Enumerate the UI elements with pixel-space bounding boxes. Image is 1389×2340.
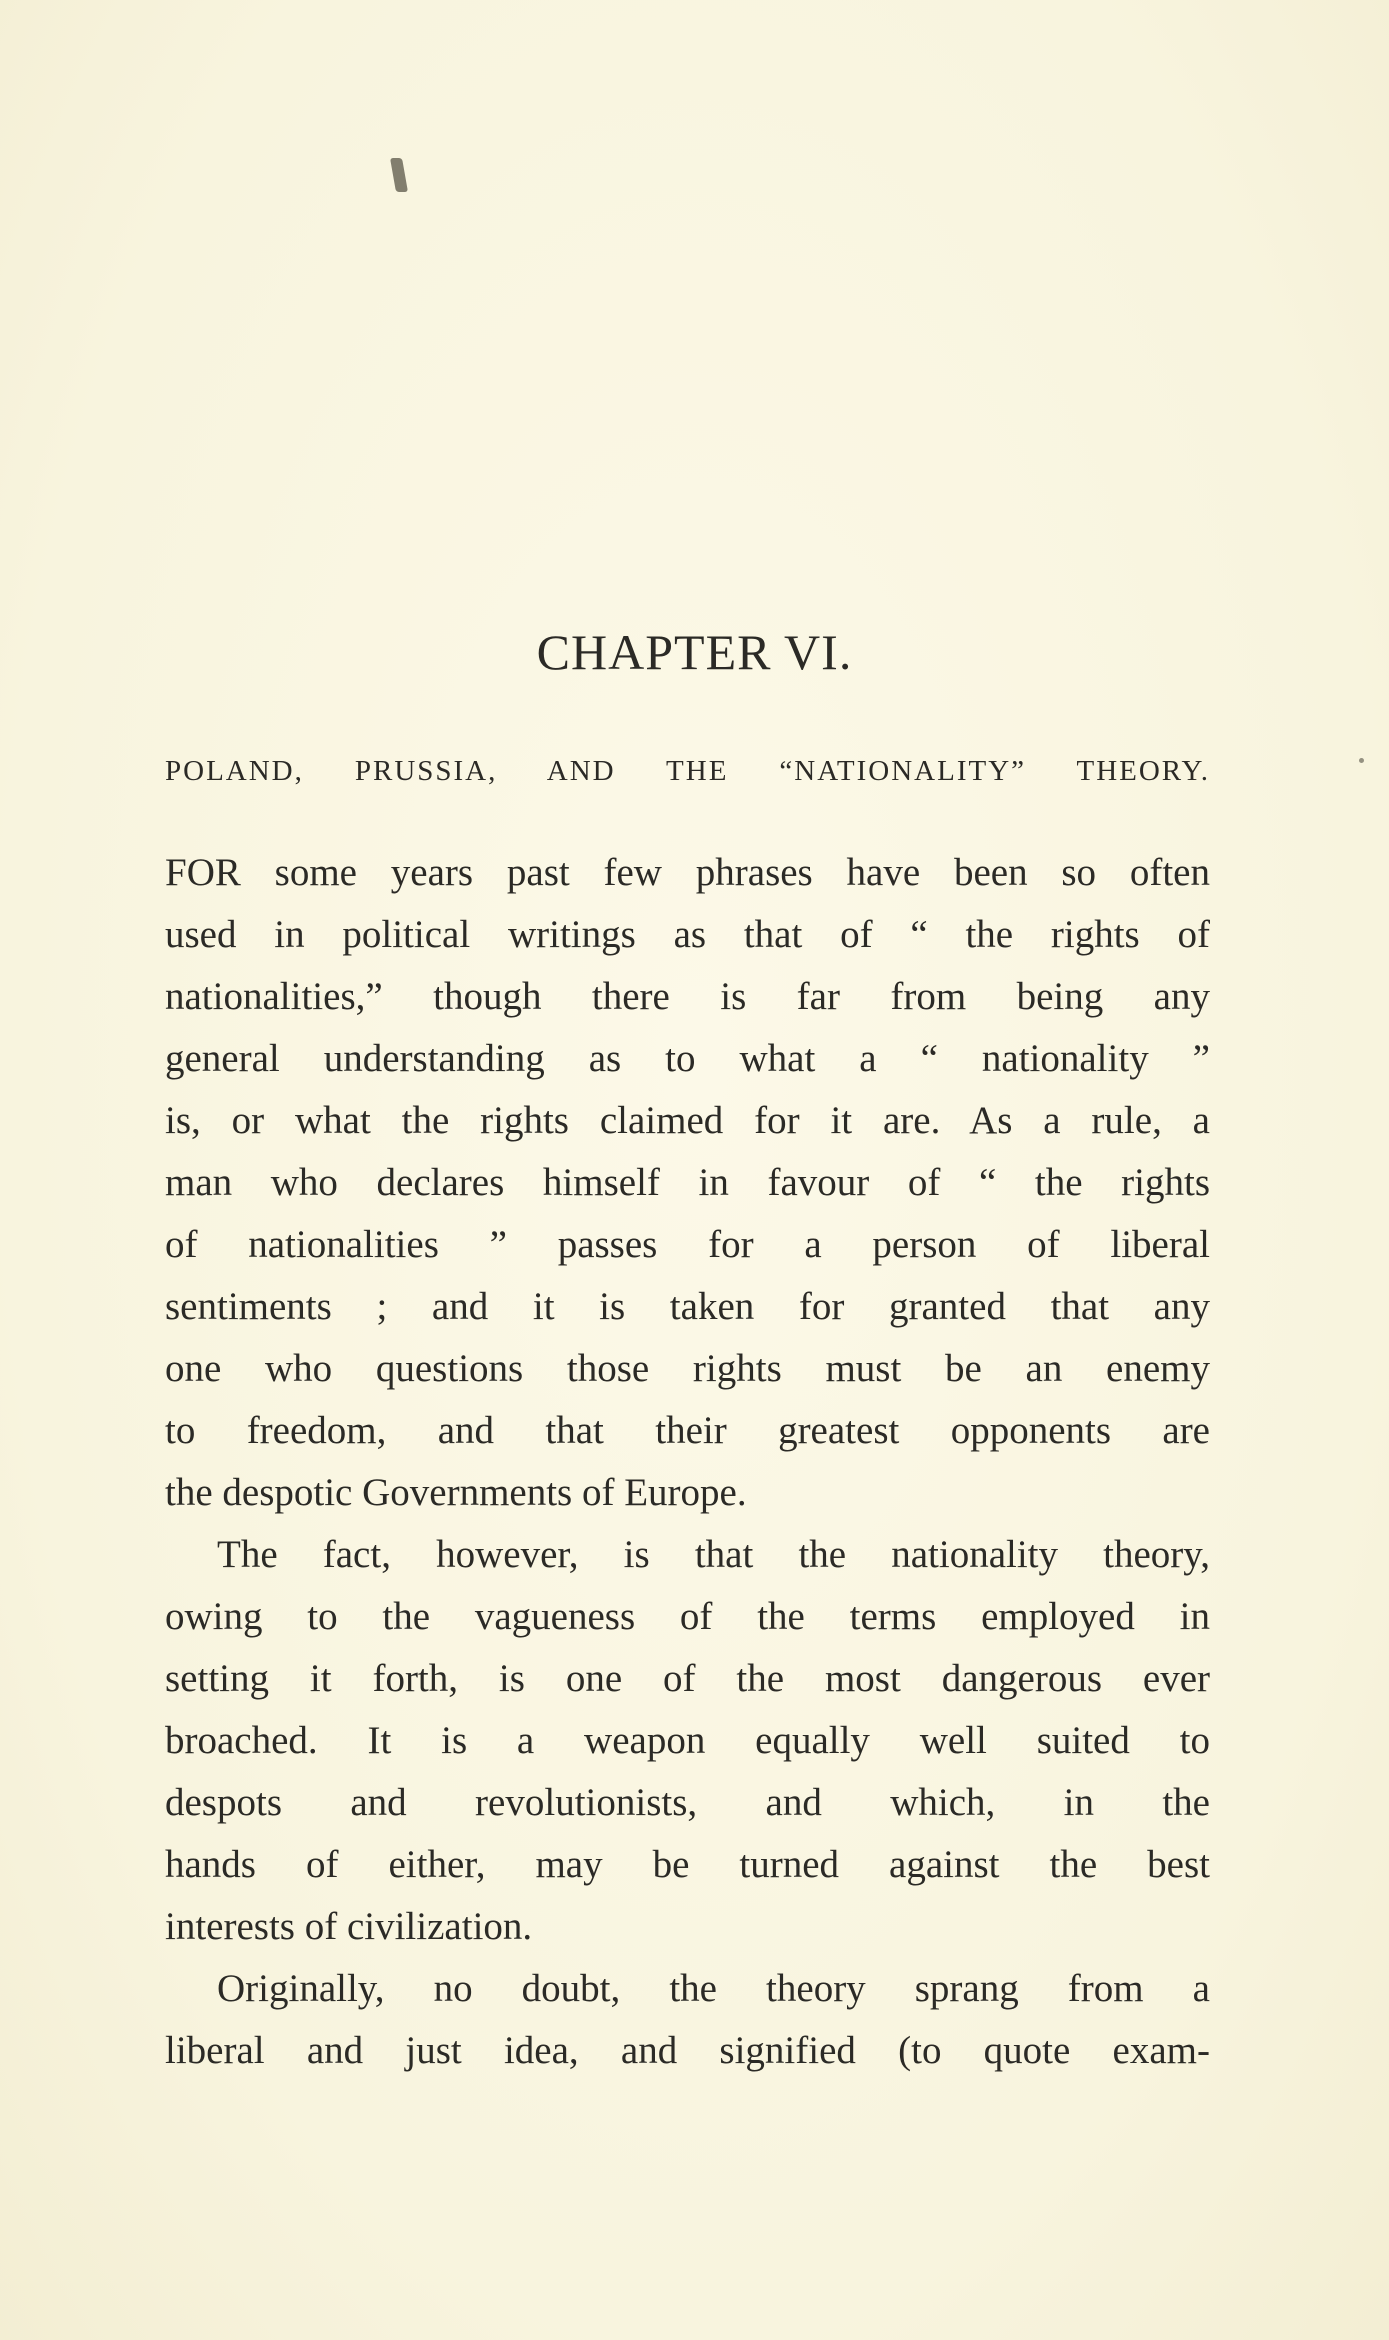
- text-line: used in political writings as that of “ the rights of: [165, 913, 1210, 956]
- text-line: sentiments ; and it is taken for granted that any: [165, 1285, 1210, 1328]
- text-line: the despotic Governments of Europe.: [165, 1471, 747, 1514]
- text-line: nationalities,” though there is far from being any: [165, 975, 1210, 1018]
- text-line: hands of either, may be turned against the best: [165, 1843, 1210, 1886]
- text-line: general understanding as to what a “ nationality ”: [165, 1037, 1210, 1080]
- ink-speck: [1359, 758, 1364, 763]
- text-line: of nationalities ” passes for a person of liberal: [165, 1223, 1210, 1266]
- text-line: despots and revolutionists, and which, in the: [165, 1781, 1210, 1824]
- text-line: man who declares himself in favour of “ the rights: [165, 1161, 1210, 1204]
- body-text: [165, 842, 1210, 2082]
- text-line: one who questions those rights must be an enemy: [165, 1347, 1210, 1390]
- text-line: is, or what the rights claimed for it are. As a rule, a: [165, 1099, 1210, 1142]
- text-line: liberal and just idea, and signified (to quote exam-: [165, 2029, 1210, 2072]
- text-line: Originally, no doubt, the theory sprang from a: [217, 1967, 1210, 2010]
- ink-blemish: [390, 158, 408, 192]
- text-line: The fact, however, is that the nationality theory,: [217, 1533, 1210, 1576]
- text-line: broached. It is a weapon equally well suited to: [165, 1719, 1210, 1762]
- chapter-subtitle: POLAND, PRUSSIA, AND THE “NATIONALITY” THEORY.: [165, 755, 1210, 787]
- text-line: owing to the vagueness of the terms employed in: [165, 1595, 1210, 1638]
- chapter-heading: CHAPTER VI.: [536, 624, 853, 680]
- text-line: FOR some years past few phrases have been so often: [165, 851, 1210, 894]
- text-line: interests of civilization.: [165, 1905, 533, 1948]
- text-line: to freedom, and that their greatest opponents are: [165, 1409, 1210, 1452]
- text-line: setting it forth, is one of the most dangerous ever: [165, 1657, 1210, 1700]
